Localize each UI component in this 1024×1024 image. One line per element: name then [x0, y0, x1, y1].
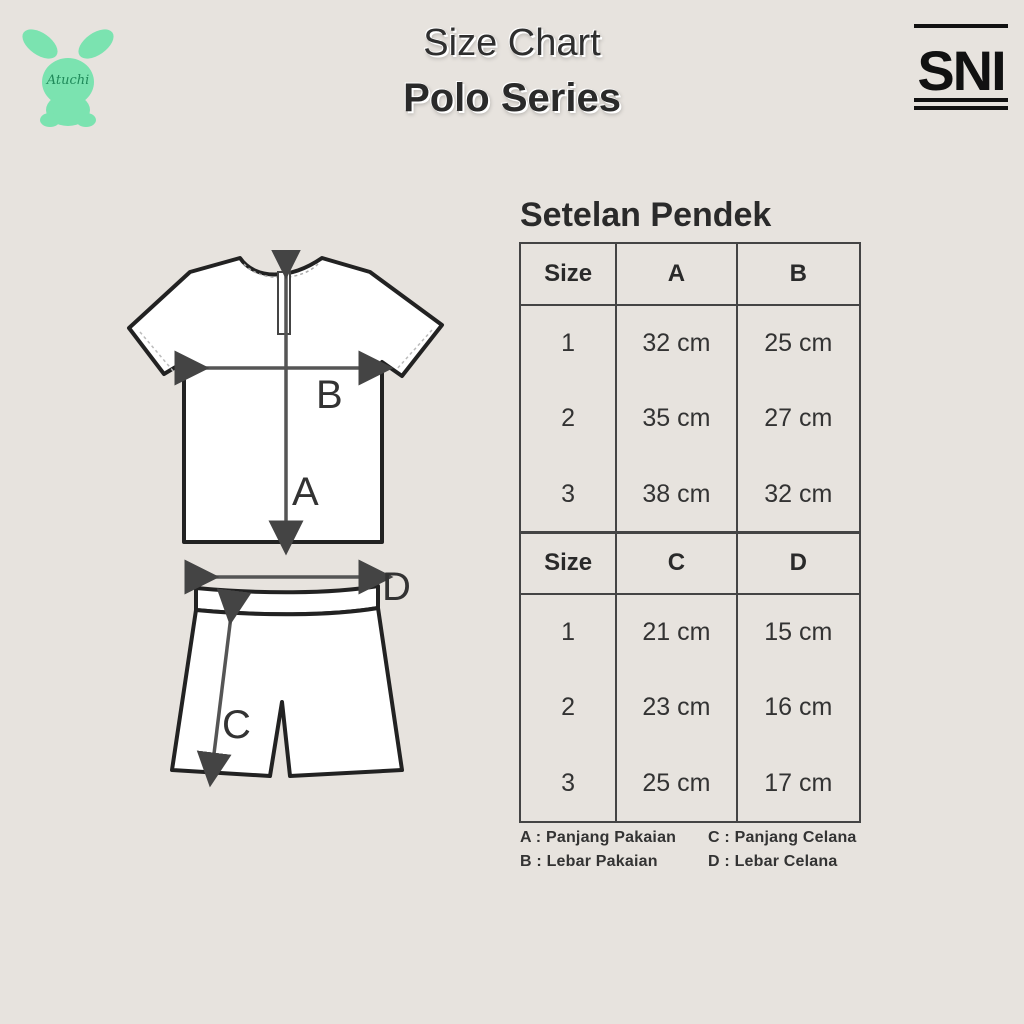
- d-column: [737, 594, 860, 822]
- label-c: C: [222, 703, 251, 747]
- d-value: 15 cm: [764, 618, 833, 647]
- header-a: A: [616, 243, 736, 305]
- legend-c: C : Panjang Celana: [708, 829, 857, 846]
- b-value: 32 cm: [764, 479, 833, 508]
- sni-text: SNI: [917, 39, 1005, 102]
- size-value: 3: [561, 479, 576, 508]
- label-b: B: [316, 373, 343, 417]
- shirt-icon: [129, 258, 442, 542]
- legend-b: B : Lebar Pakaian: [520, 853, 658, 870]
- clothing-illustration: [120, 250, 460, 790]
- size-column: [520, 594, 616, 822]
- header-b: B: [737, 243, 860, 305]
- title-size-chart: Size Chart: [423, 22, 601, 64]
- c-column: [616, 594, 736, 822]
- c-value: 23 cm: [642, 693, 711, 722]
- d-value: 17 cm: [764, 768, 833, 797]
- size-value: 2: [561, 404, 576, 433]
- table-row: [520, 305, 860, 533]
- a-value: 38 cm: [642, 479, 711, 508]
- shorts-icon: [172, 565, 411, 776]
- label-a: A: [292, 470, 319, 514]
- header-size: Size: [520, 532, 616, 594]
- a-column: [616, 305, 736, 533]
- size-column: [520, 305, 616, 533]
- section-title: Setelan Pendek: [520, 196, 772, 234]
- header-size: Size: [520, 243, 616, 305]
- size-value: 1: [561, 329, 576, 358]
- legend-d: D : Lebar Celana: [708, 853, 838, 870]
- c-value: 25 cm: [642, 768, 711, 797]
- table-header-row: [520, 532, 860, 594]
- b-value: 27 cm: [764, 404, 833, 433]
- legend-a: A : Panjang Pakaian: [520, 829, 677, 846]
- size-table-shorts: [519, 531, 861, 823]
- b-column: [737, 305, 860, 533]
- size-value: 1: [561, 618, 576, 647]
- label-d: D: [382, 565, 411, 609]
- header-c: C: [616, 532, 736, 594]
- size-value: 3: [561, 768, 576, 797]
- size-table-shirt: [519, 242, 861, 534]
- size-value: 2: [561, 693, 576, 722]
- table-header-row: [520, 243, 860, 305]
- logo-text: Atuchi: [46, 73, 90, 88]
- a-value: 35 cm: [642, 404, 711, 433]
- title-polo-series: Polo Series: [403, 76, 621, 120]
- table-row: [520, 594, 860, 822]
- header-d: D: [737, 532, 860, 594]
- d-value: 16 cm: [764, 693, 833, 722]
- a-value: 32 cm: [642, 329, 711, 358]
- c-value: 21 cm: [642, 618, 711, 647]
- b-value: 25 cm: [764, 329, 833, 358]
